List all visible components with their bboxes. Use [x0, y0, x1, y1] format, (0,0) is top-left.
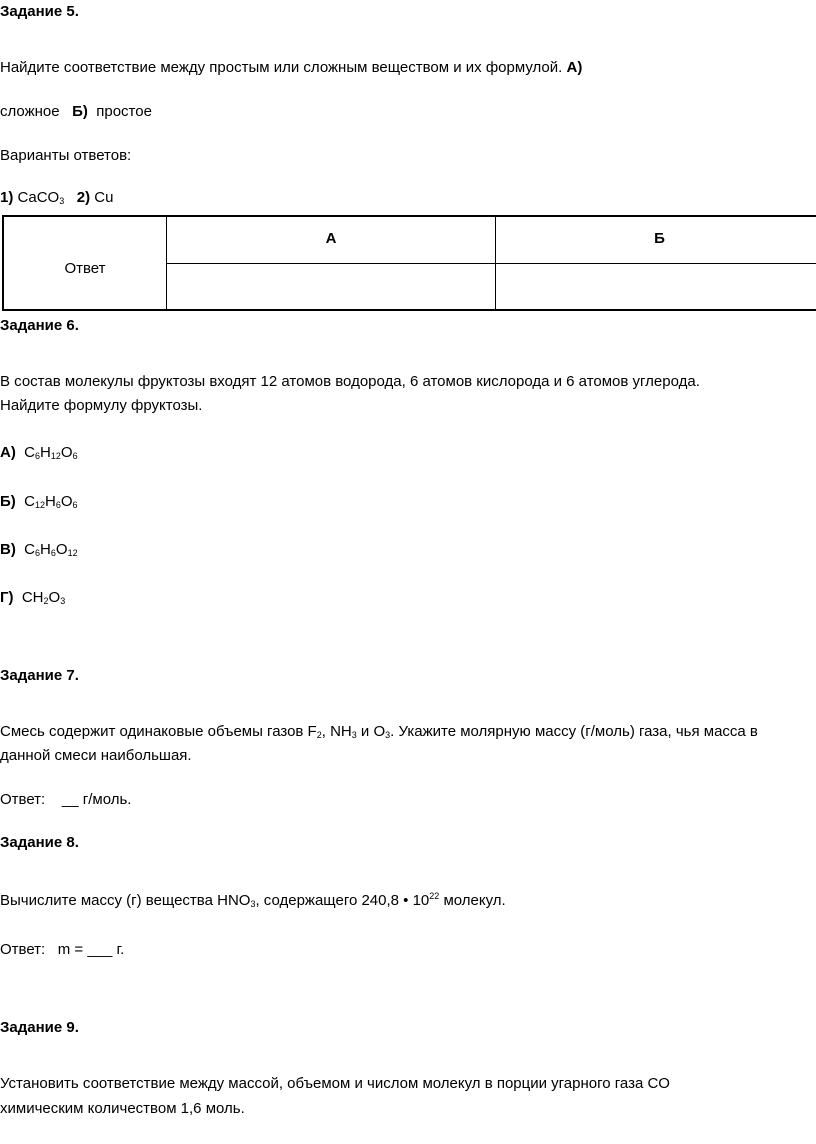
task5-ans2-num: 2) — [76, 189, 91, 206]
task8-question: Вычислите массу (г) вещества $HNO_3$, содержащего 240,8 • $10^{22}$ молекул. — [0, 891, 506, 909]
answer-label-cell — [2, 215, 167, 311]
header-a: А — [325, 230, 337, 247]
task6-option-a: А) $C_6H_{12}O_6$ — [0, 444, 78, 461]
task6-question-line1: В состав молекулы фруктозы входят 12 атомов водорода, 6 атомов кислорода и 6 атомов углерода. — [0, 373, 700, 390]
task5-ans1-formula: CaCO$_3$ — [17, 189, 65, 206]
task5-ans2-formula: Cu — [94, 189, 114, 206]
header-cell-b — [495, 215, 816, 264]
formula: $CH_2O_3$ — [21, 589, 66, 606]
task8-title: Задание 8. — [0, 834, 79, 851]
answer-label: Ответ: — [0, 791, 46, 808]
task5-title: Задание 5. — [0, 3, 79, 20]
formula: $C_{12}H_6O_6$ — [24, 493, 78, 510]
task6-option-c: В) $C_6H_6O_{12}$ — [0, 541, 78, 558]
formula: $C_6H_{12}O_6$ — [24, 444, 78, 461]
answer-value: __ г/моль. — [61, 791, 132, 808]
header-cell-a — [166, 215, 496, 264]
task5-label-b: Б) — [72, 103, 88, 120]
task9-title: Задание 9. — [0, 1019, 79, 1036]
task7-title: Задание 7. — [0, 667, 79, 684]
answer-label: Ответ — [64, 260, 106, 277]
task6-option-d: Г) $CH_2O_3$ — [0, 589, 66, 606]
task6-option-b: Б) $C_{12}H_6O_6$ — [0, 493, 78, 510]
answer-label: Ответ: — [0, 941, 46, 958]
task5-option-a: сложное — [0, 103, 60, 120]
answer-value: m = ___ г. — [57, 941, 125, 958]
answer-table — [2, 215, 816, 311]
task5-options-line — [0, 102, 152, 122]
task8-answer — [0, 940, 124, 960]
task5-label-a: А) — [566, 59, 583, 76]
task5-option-b: простое — [96, 103, 152, 120]
task6-title: Задание 6. — [0, 317, 79, 334]
header-b: Б — [654, 230, 665, 247]
task5-variants-label: Варианты ответов: — [0, 147, 132, 164]
answer-cell-a[interactable] — [166, 263, 496, 311]
task7-question-line2: данной смеси наибольшая. — [0, 747, 192, 764]
task9-question-line1: Установить соответствие между массой, объемом и числом молекул в порции угарного газа CO — [0, 1075, 670, 1092]
task9-question-line2: химическим количеством 1,6 моль. — [0, 1100, 245, 1117]
task5-question — [0, 58, 582, 78]
task5-ans1-num: 1) — [0, 189, 14, 206]
task5-answers-line — [0, 188, 113, 208]
answer-cell-b[interactable] — [495, 263, 816, 311]
task7-question-line1: Смесь содержит одинаковые объемы газов $F_2$, $NH_3$ и $O_3$. Укажите молярную массу (г/моль) газа, чья масса в — [0, 723, 758, 740]
task6-question-line2: Найдите формулу фруктозы. — [0, 397, 203, 414]
formula: $C_6H_6O_{12}$ — [24, 541, 78, 558]
task5-question-text: Найдите соответствие между простым или сложным веществом и их формулой. — [0, 59, 563, 76]
task7-answer — [0, 790, 131, 810]
